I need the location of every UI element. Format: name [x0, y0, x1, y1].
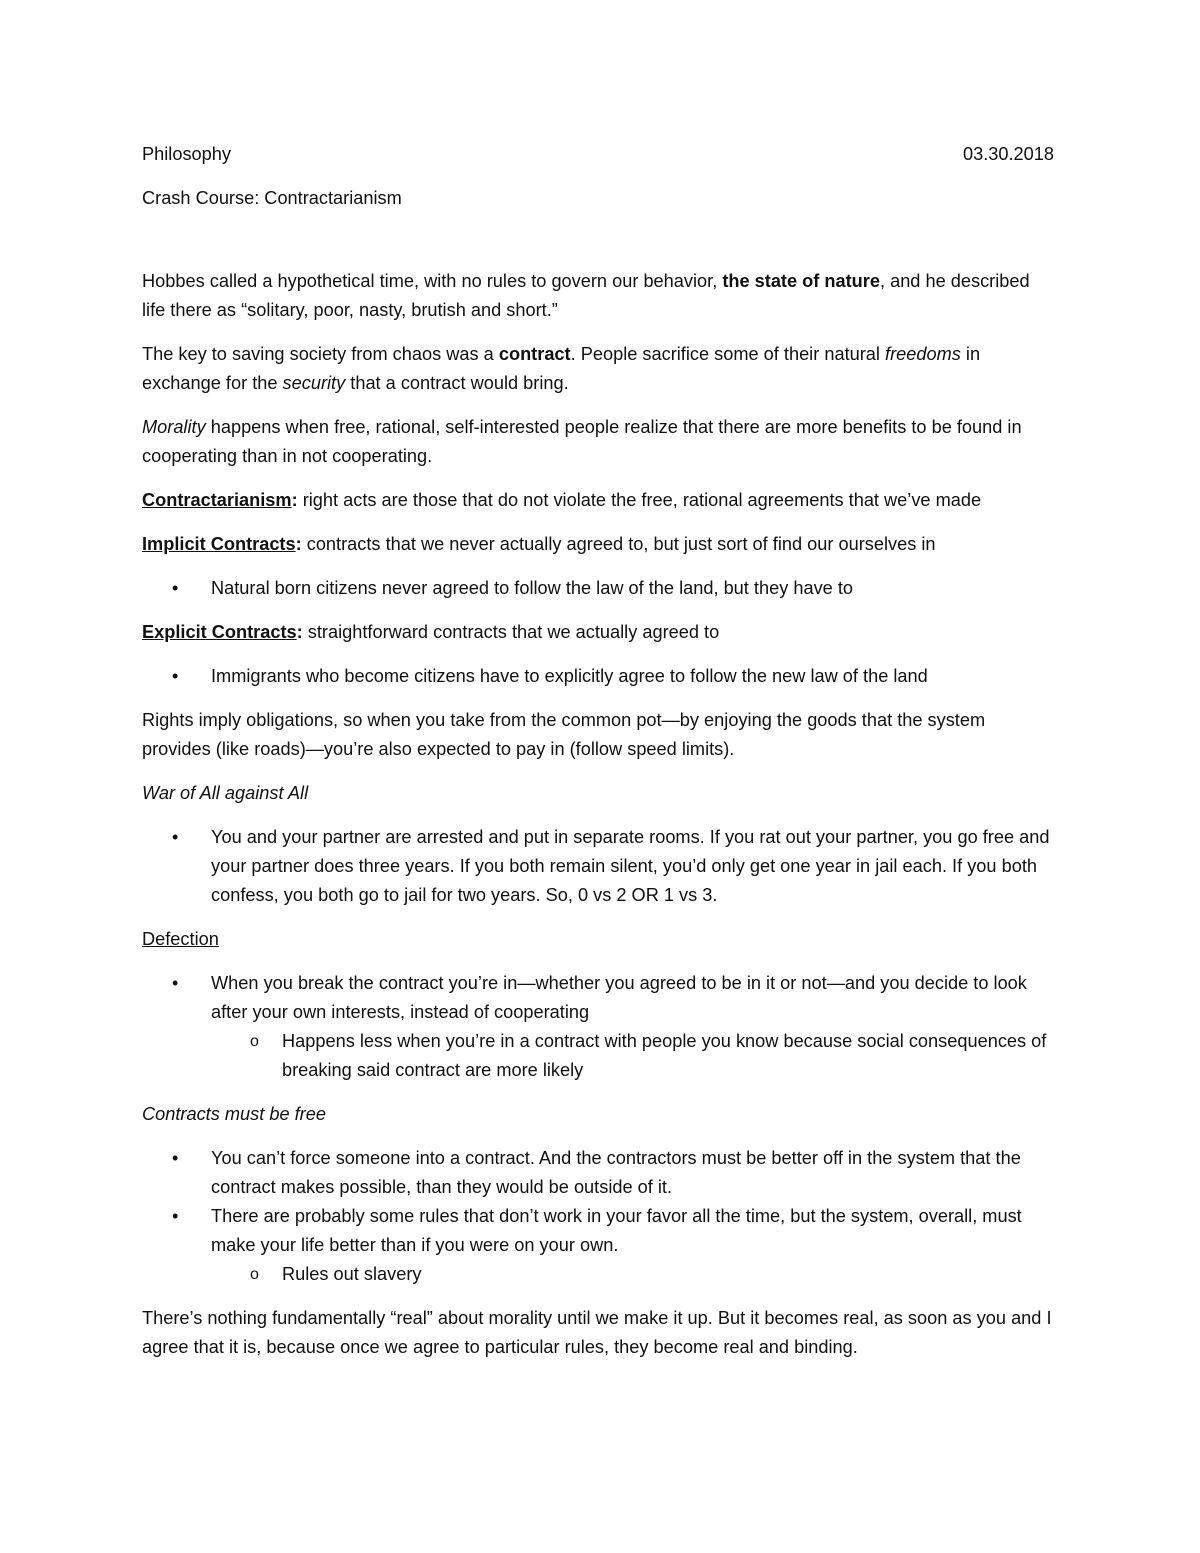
colon: : [291, 490, 298, 510]
text-run: in exchange for the [142, 344, 981, 393]
text-run: . People sacrifice some of their natural [570, 344, 886, 364]
list-item-text: There are probably some rules that don’t work in your favor all the time, but the system, overall, must make your life better than if you were on your own. [211, 1206, 1022, 1255]
definition-text: straightforward contracts that we actually agreed to [302, 622, 720, 642]
bold-term: contract [498, 344, 571, 364]
defined-term: Implicit Contracts [142, 534, 296, 554]
bullet-icon: • [172, 973, 179, 993]
header-row [142, 140, 1054, 169]
bold-term: the state of nature [722, 271, 880, 291]
list-item-text: Immigrants who become citizens have to explicitly agree to follow the new law of the land [211, 666, 928, 686]
list-item [142, 574, 1054, 603]
bullet-list [142, 1144, 1054, 1289]
section-heading-war [142, 779, 1054, 808]
circle-bullet-icon: o [250, 1266, 259, 1283]
document-page [142, 140, 1054, 1377]
bullet-list [142, 662, 1054, 691]
list-item-text: You can’t force someone into a contract. And the contractors must be better off in the system that the contract makes possible, than they would be outside of it. [211, 1148, 1021, 1197]
paragraph-morality [142, 413, 1054, 471]
note-date: 03.30.2018 [962, 144, 1054, 164]
defined-term: Explicit Contracts [142, 622, 297, 642]
italic-term: Morality [142, 417, 206, 437]
text-run: The key to saving society from chaos was a [142, 344, 499, 364]
definition-text: contracts that we never actually agreed to, but just sort of find our ourselves in [301, 534, 936, 554]
italic-heading: War of All against All [142, 783, 309, 803]
list-item-text: Natural born citizens never agreed to follow the law of the land, but they have to [211, 578, 853, 598]
bullet-list [142, 574, 1054, 603]
paragraph-rights: Rights imply obligations, so when you take from the common pot—by enjoying the goods that the system provides (like roads)—you’re also expected to pay in (follow speed limits). [142, 710, 986, 759]
italic-heading: Contracts must be free [142, 1104, 326, 1124]
sub-bullet-list [211, 1027, 1054, 1085]
text-run: , and he described life there as “solitary, poor, nasty, brutish and short.” [142, 271, 1030, 320]
document-title: Crash Course: Contractarianism [142, 188, 402, 208]
list-item [142, 1144, 1054, 1202]
circle-bullet-icon: o [250, 1033, 259, 1050]
list-item-text: You and your partner are arrested and put in separate rooms. If you rat out your partner, you go free and your partner does three years. If you both remain silent, you’d only get one year in jail each. If you both confess, you both go to jail for two years. So, 0 vs 2 OR 1 vs 3. [211, 827, 1050, 905]
defined-term: Contractarianism [142, 490, 292, 510]
section-heading-free [142, 1100, 1054, 1129]
list-item-text: When you break the contract you’re in—whether you agreed to be in it or not—and you decide to look after your own interests, instead of cooperating [211, 973, 1027, 1022]
text-run: happens when free, rational, self-interested people realize that there are more benefits to be found in cooperating than in not cooperating. [142, 417, 1022, 466]
text-run: that a contract would bring. [345, 373, 569, 393]
section-heading-defection [142, 925, 1054, 954]
definition-contractarianism [142, 486, 1054, 515]
list-item [142, 823, 1054, 910]
paragraph-state-of-nature [142, 267, 1054, 325]
course-name: Philosophy [142, 144, 231, 164]
definition-text: right acts are those that do not violate the free, rational agreements that we’ve made [297, 490, 982, 510]
underlined-heading: Defection [142, 929, 219, 949]
italic-term: security [282, 373, 346, 393]
paragraph-contract [142, 340, 1054, 398]
list-item [142, 662, 1054, 691]
sub-list-item-text: Rules out slavery [282, 1264, 422, 1284]
list-item [142, 969, 1054, 1085]
colon: : [295, 534, 302, 554]
sub-list-item-text: Happens less when you’re in a contract with people you know because social consequences of breaking said contract are more likely [282, 1031, 1047, 1080]
sub-list-item [211, 1260, 1054, 1289]
bullet-icon: • [172, 1148, 179, 1168]
bullet-list [142, 823, 1054, 910]
definition-explicit-contracts [142, 618, 1054, 647]
bullet-icon: • [172, 1206, 179, 1226]
bullet-icon: • [172, 578, 179, 598]
list-item [142, 1202, 1054, 1289]
sub-list-item [211, 1027, 1054, 1085]
bullet-list [142, 969, 1054, 1085]
text-run: Hobbes called a hypothetical time, with no rules to govern our behavior, [142, 271, 723, 291]
paragraph-closing: There’s nothing fundamentally “real” about morality until we make it up. But it becomes real, as soon as you and I agree that it is, because once we agree to particular rules, they become real and binding. [142, 1308, 1052, 1357]
sub-bullet-list [211, 1260, 1054, 1289]
definition-implicit-contracts [142, 530, 1054, 559]
bullet-icon: • [172, 827, 179, 847]
colon: : [296, 622, 303, 642]
italic-term: freedoms [885, 344, 961, 364]
bullet-icon: • [172, 666, 179, 686]
